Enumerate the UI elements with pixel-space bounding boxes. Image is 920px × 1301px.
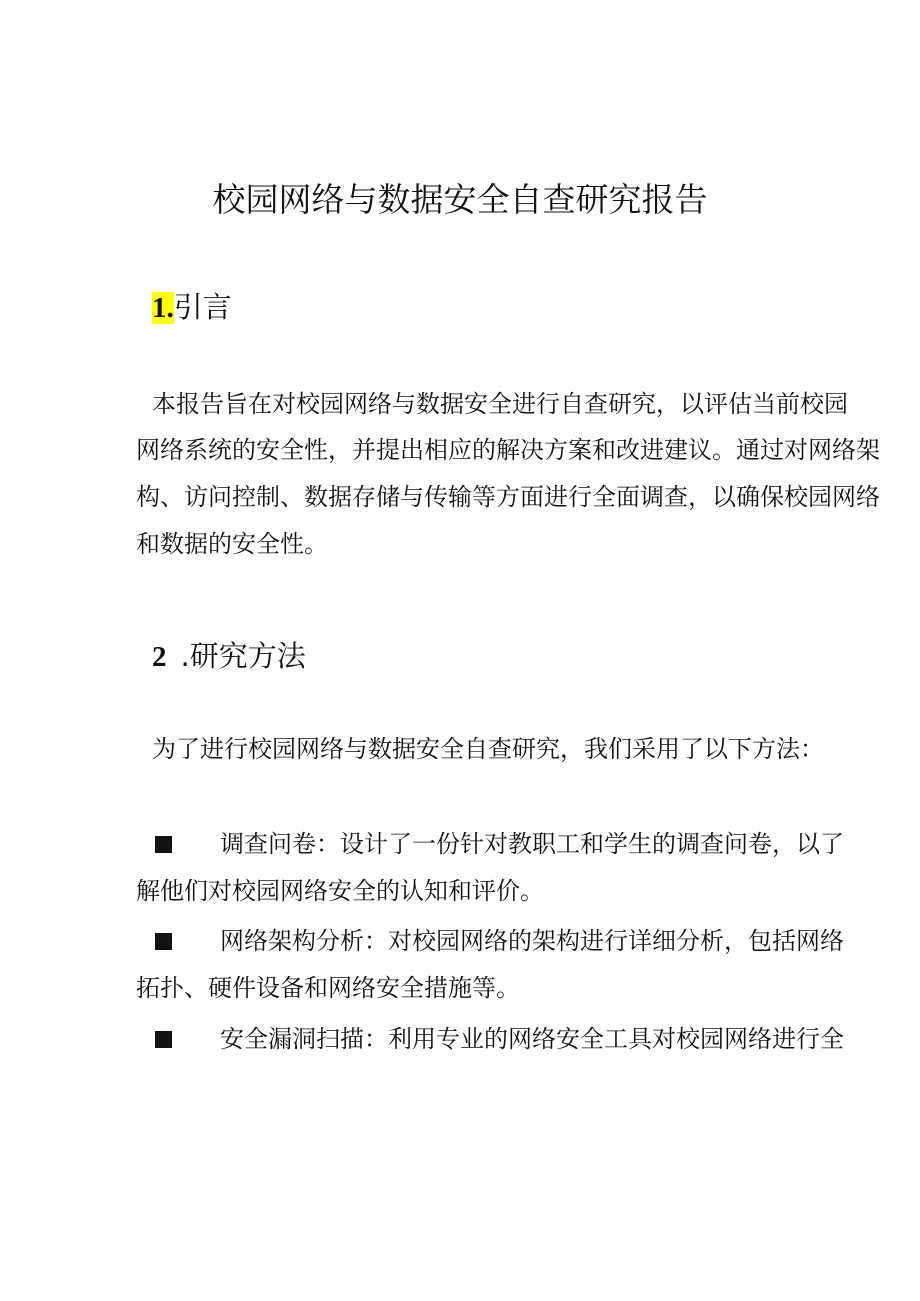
paragraph-line: 网络系统的安全性，并提出相应的解决方案和改进建议。通过对网络架 [136,436,880,464]
bullet-item-line: 拓扑、硬件设备和网络安全措施等。 [136,974,520,1002]
paragraph-line: 本报告旨在对校园网络与数据安全进行自查研究，以评估当前校园 [152,390,848,418]
bullet-item-line: 调查问卷：设计了一份针对教职工和学生的调查问卷，以了 [220,830,844,858]
section-1-heading [152,289,232,326]
bullet-item-line: 安全漏洞扫描：利用专业的网络安全工具对校园网络进行全 [220,1025,844,1053]
paragraph-line: 构、访问控制、数据存储与传输等方面进行全面调查，以确保校园网络 [136,483,880,511]
bullet-square-icon [155,933,172,950]
bullet-item-line: 解他们对校园网络安全的认知和评价。 [136,877,544,905]
bullet-square-icon [155,836,172,853]
methods-intro: 为了进行校园网络与数据安全自查研究，我们采用了以下方法： [152,735,824,763]
section-2-heading [152,638,306,675]
document-title: 校园网络与数据安全自查研究报告 [212,180,708,219]
section-2-title: .研究方法 [180,639,306,673]
section-1-number: 1. [152,292,174,324]
bullet-item-line: 网络架构分析：对校园网络的架构进行详细分析，包括网络 [220,927,844,955]
bullet-square-icon [155,1031,172,1048]
section-2-number: 2 [152,641,167,673]
paragraph-line: 和数据的安全性。 [136,530,328,558]
section-1-title: 引言 [173,290,232,324]
